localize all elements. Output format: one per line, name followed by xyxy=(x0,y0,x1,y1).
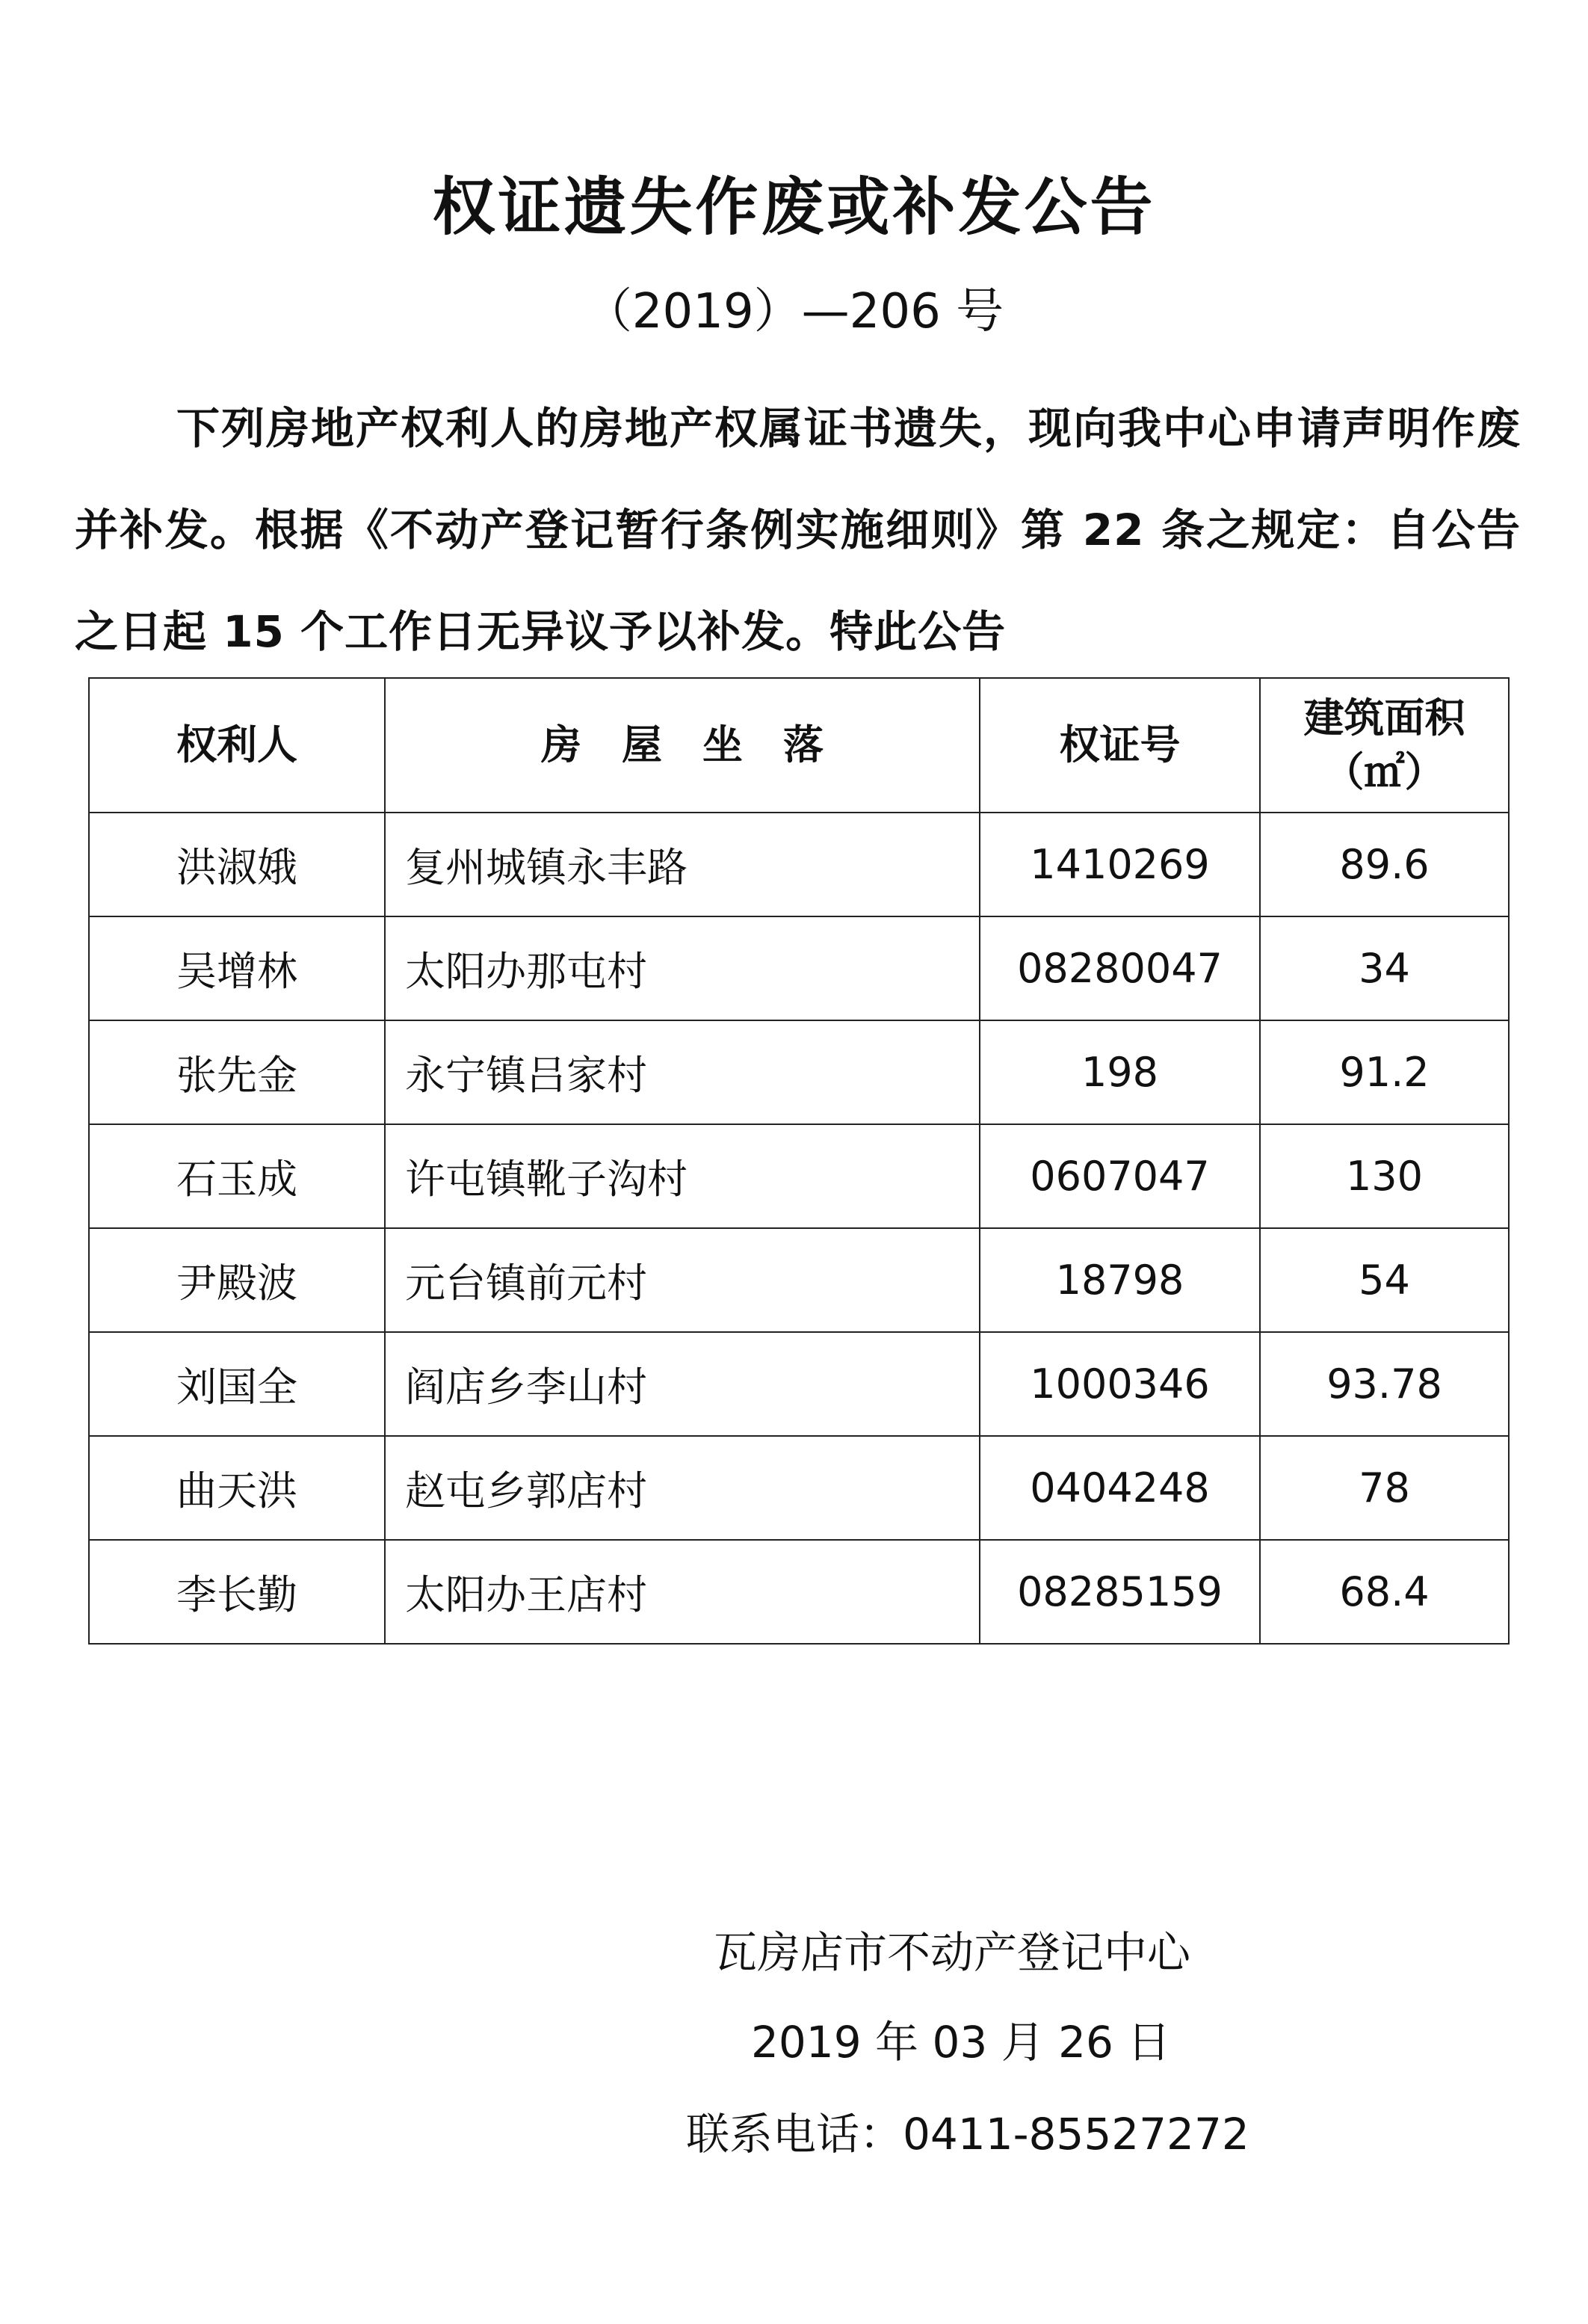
header-owner: 权利人 xyxy=(89,678,385,813)
cell-address: 阎店乡李山村 xyxy=(385,1332,980,1436)
cell-area: 34 xyxy=(1260,916,1509,1020)
table-row xyxy=(89,916,1509,1020)
header-address: 房 屋 坐 落 xyxy=(385,678,980,813)
cell-owner: 张先金 xyxy=(89,1020,385,1124)
cell-cert-no: 198 xyxy=(980,1020,1260,1124)
table-row xyxy=(89,1124,1509,1228)
table-header-row xyxy=(89,678,1509,813)
table-row xyxy=(89,813,1509,916)
cell-address: 永宁镇吕家村 xyxy=(385,1020,980,1124)
cell-cert-no: 08280047 xyxy=(980,916,1260,1020)
table-row xyxy=(89,1436,1509,1540)
header-cert-no: 权证号 xyxy=(980,678,1260,813)
cell-address: 复州城镇永丰路 xyxy=(385,813,980,916)
cell-address: 太阳办那屯村 xyxy=(385,916,980,1020)
cell-owner: 洪淑娥 xyxy=(89,813,385,916)
cell-area: 91.2 xyxy=(1260,1020,1509,1124)
cell-address: 太阳办王店村 xyxy=(385,1540,980,1644)
issuing-organization: 瓦房店市不动产登记中心 xyxy=(714,1927,1191,1978)
cell-area: 68.4 xyxy=(1260,1540,1509,1644)
cell-area: 78 xyxy=(1260,1436,1509,1540)
cell-owner: 尹殿波 xyxy=(89,1228,385,1332)
table-row xyxy=(89,1540,1509,1644)
intro-paragraph: 下列房地产权利人的房地产权属证书遗失，现向我中心申请声明作废并补发。根据《不动产登记暂行条例实施细则》第 22 条之规定：自公告之日起 15 个工作日无异议予以补发。特此公告 xyxy=(75,403,1521,657)
document-number: （2019）—206 号 xyxy=(584,284,1004,339)
cell-cert-no: 08285159 xyxy=(980,1540,1260,1644)
cell-cert-no: 1410269 xyxy=(980,813,1260,916)
cell-address: 赵屯乡郭店村 xyxy=(385,1436,980,1540)
records-table xyxy=(88,677,1510,1645)
cell-cert-no: 0607047 xyxy=(980,1124,1260,1228)
table-row xyxy=(89,1228,1509,1332)
cell-cert-no: 0404248 xyxy=(980,1436,1260,1540)
cell-owner: 李长勤 xyxy=(89,1540,385,1644)
cell-area: 89.6 xyxy=(1260,813,1509,916)
header-area xyxy=(1260,678,1509,813)
table-row xyxy=(89,1332,1509,1436)
table-row xyxy=(89,1020,1509,1124)
issue-date: 2019 年 03 月 26 日 xyxy=(751,2017,1171,2068)
contact-phone: 联系电话：0411-85527272 xyxy=(686,2109,1249,2160)
page-title: 权证遗失作废或补发公告 xyxy=(432,170,1156,244)
cell-cert-no: 18798 xyxy=(980,1228,1260,1332)
cell-owner: 吴增林 xyxy=(89,916,385,1020)
cell-address: 许屯镇靴子沟村 xyxy=(385,1124,980,1228)
cell-address: 元台镇前元村 xyxy=(385,1228,980,1332)
cell-cert-no: 1000346 xyxy=(980,1332,1260,1436)
cell-owner: 石玉成 xyxy=(89,1124,385,1228)
header-area-unit: （㎡） xyxy=(1323,748,1445,795)
header-area-label: 建筑面积 xyxy=(1303,694,1465,742)
cell-area: 54 xyxy=(1260,1228,1509,1332)
cell-owner: 刘国全 xyxy=(89,1332,385,1436)
cell-owner: 曲天洪 xyxy=(89,1436,385,1540)
cell-area: 93.78 xyxy=(1260,1332,1509,1436)
cell-area: 130 xyxy=(1260,1124,1509,1228)
